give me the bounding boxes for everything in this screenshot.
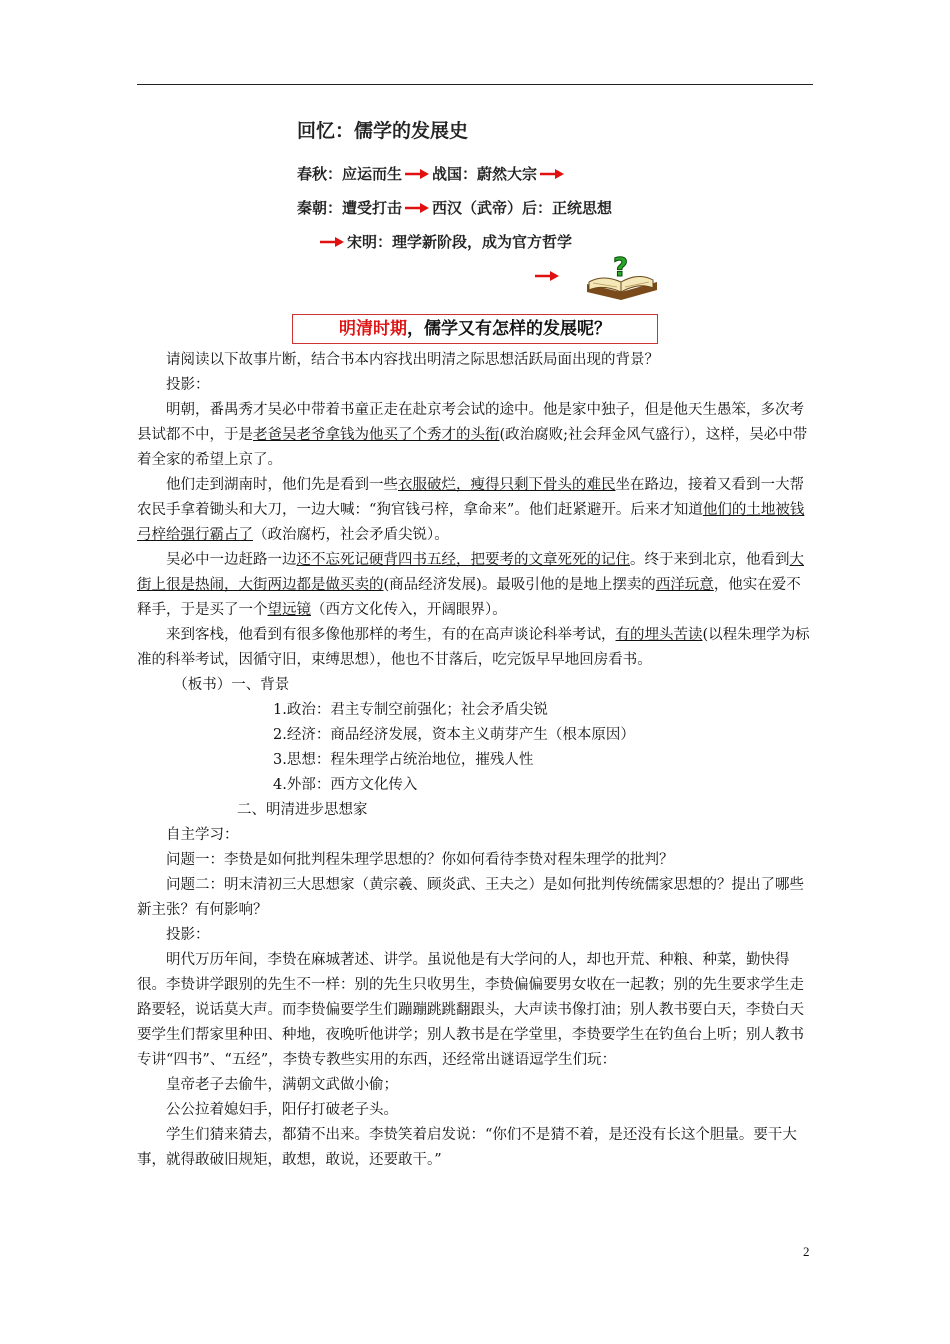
intro-paragraph: 请阅读以下故事片断，结合书本内容找出明清之际思想活跃局面出现的背景？ bbox=[166, 352, 659, 368]
svg-text:?: ? bbox=[613, 253, 629, 283]
arrow-right-icon bbox=[404, 201, 430, 215]
recall-item: 宋明：理学新阶段，成为官方哲学 bbox=[347, 233, 573, 251]
arrow-right-icon bbox=[319, 235, 345, 249]
story-paragraph-1: 明朝，番禺秀才吴必中带着书童正走在赴京考会试的途中。他是家中独子，但是他天生愚笨，多次考县试都不中，于是老爸吴老爷拿钱为他买了个秀才的头衔(政治腐败;社会拜金风气盛行），这样，吴必中带着全家的希望上京了。 bbox=[137, 402, 808, 468]
question-2: 问题二：明末清初三大思想家（黄宗羲、顾炎武、王夫之）是如何批判传统儒家思想的？提出了哪些新主张？有何影响？ bbox=[137, 877, 804, 918]
arrow-right-icon bbox=[404, 167, 430, 181]
board-heading: （板书）一、背景 bbox=[173, 677, 290, 693]
underlined-text: 他们的土地被钱弓梓给强行霸占了 bbox=[137, 502, 805, 543]
story-paragraph-2: 他们走到湖南时，他们先是看到一些衣服破烂，瘦得只剩下骨头的难民坐在路边，接着又看到一大帮农民手拿着锄头和大刀，一边大喊：“狗官钱弓梓，拿命来”。他们赶紧避开。后来才知道他们的土地被钱弓梓给强行霸占了（政治腐朽，社会矛盾尖锐）。 bbox=[137, 477, 805, 543]
document-body bbox=[137, 348, 815, 1173]
arrow-right-icon bbox=[539, 167, 565, 181]
banner-highlight: 明清时期 bbox=[339, 319, 407, 339]
recall-item: 战国：蔚然大宗 bbox=[432, 165, 538, 183]
page-number: 2 bbox=[803, 1244, 810, 1259]
board-item: 4.外部：西方文化传入 bbox=[273, 777, 418, 793]
story-paragraph-4: 来到客栈，他看到有很多像他那样的考生，有的在高声谈论科举考试，有的埋头苦读(以程朱理学为标准的科举考试，因循守旧，束缚思想），他也不甘落后，吃完饭早早地回房看书。 bbox=[137, 627, 810, 668]
recall-item: 西汉（武帝）后：正统思想 bbox=[432, 199, 613, 217]
board-item: 1.政治：君主专制空前强化；社会矛盾尖锐 bbox=[273, 702, 548, 718]
arrow-right-icon bbox=[529, 269, 565, 283]
riddle-line-2: 公公拉着媳妇手，阳仔打破老子头。 bbox=[166, 1102, 398, 1118]
recall-title: 回忆：儒学的发展史 bbox=[297, 120, 469, 142]
header-rule bbox=[137, 84, 813, 85]
underlined-text: 大街上很是热闹，大街两边都是做买卖的 bbox=[137, 552, 804, 593]
recall-item: 秦朝：遭受打击 bbox=[297, 199, 403, 217]
board-item: 3.思想：程朱理学占统治地位，摧残人性 bbox=[273, 752, 534, 768]
story-paragraph-6: 学生们猜来猜去，都猜不出来。李贽笑着启发说：“你们不是猜不着，是还没有长这个胆量。要干大事，就得敢破旧规矩，敢想，敢说，还要敢干。” bbox=[137, 1127, 797, 1168]
question-banner bbox=[292, 314, 658, 344]
riddle-line-1: 皇帝老子去偷牛，满朝文武做小偷； bbox=[166, 1077, 398, 1093]
self-study-label: 自主学习： bbox=[166, 827, 239, 843]
story-paragraph-5: 明代万历年间，李贽在麻城著述、讲学。虽说他是有大学问的人，却也开荒、种粮、种菜，勤快得很。李贽讲学跟别的先生不一样：别的先生只收男生，李贽偏偏要男女收在一起教；别的先生要求学生走路要轻，说话莫大声。而李贽偏要学生们蹦蹦跳跳翻跟头，大声读书像打油；别人教书要白天，李贽白天要学生们帮家里种田、种地，夜晚听他讲学；别人教书是在学堂里，李贽要学生在钓鱼台上听；别人教书专讲“四书”、“五经”，李贽专教些实用的东西，还经常出谜语逗学生们玩： bbox=[137, 952, 804, 1068]
story-paragraph-3: 吴必中一边赶路一边还不忘死记硬背四书五经，把要考的文章死死的记住。终于来到北京，他看到大街上很是热闹，大街两边都是做买卖的(商品经济发展)。最吸引他的是地上摆卖的西洋玩意，他实在爱不释手，于是买了一个望远镜（西方文化传入，开阔眼界）。 bbox=[137, 552, 804, 618]
underlined-text: 老爸吴老爷拿钱为他买了个秀才的头衔 bbox=[253, 427, 500, 443]
section-heading: 二、明清进步思想家 bbox=[237, 802, 368, 818]
underlined-text: 望远镜 bbox=[267, 602, 311, 618]
projection-label: 投影： bbox=[166, 927, 210, 943]
underlined-text: 有的埋头苦读 bbox=[615, 627, 703, 643]
recall-item: 春秋：应运而生 bbox=[297, 165, 403, 183]
banner-text: ，儒学又有怎样的发展呢？ bbox=[407, 319, 611, 339]
underlined-text: 还不忘死记硬背四书五经，把要考的文章死死的记住 bbox=[296, 552, 630, 568]
recall-line-2 bbox=[297, 191, 717, 225]
recall-line-1 bbox=[297, 157, 717, 191]
question-1: 问题一：李贽是如何批判程朱理学思想的？你如何看待李贽对程朱理学的批判？ bbox=[166, 852, 674, 868]
open-book-question-icon bbox=[583, 252, 661, 302]
board-item: 2.经济：商品经济发展，资本主义萌芽产生（根本原因） bbox=[273, 727, 635, 743]
underlined-text: 衣服破烂，瘦得只剩下骨头的难民 bbox=[398, 477, 616, 493]
underlined-text: 西洋玩意 bbox=[655, 577, 714, 593]
projection-label: 投影： bbox=[166, 377, 210, 393]
